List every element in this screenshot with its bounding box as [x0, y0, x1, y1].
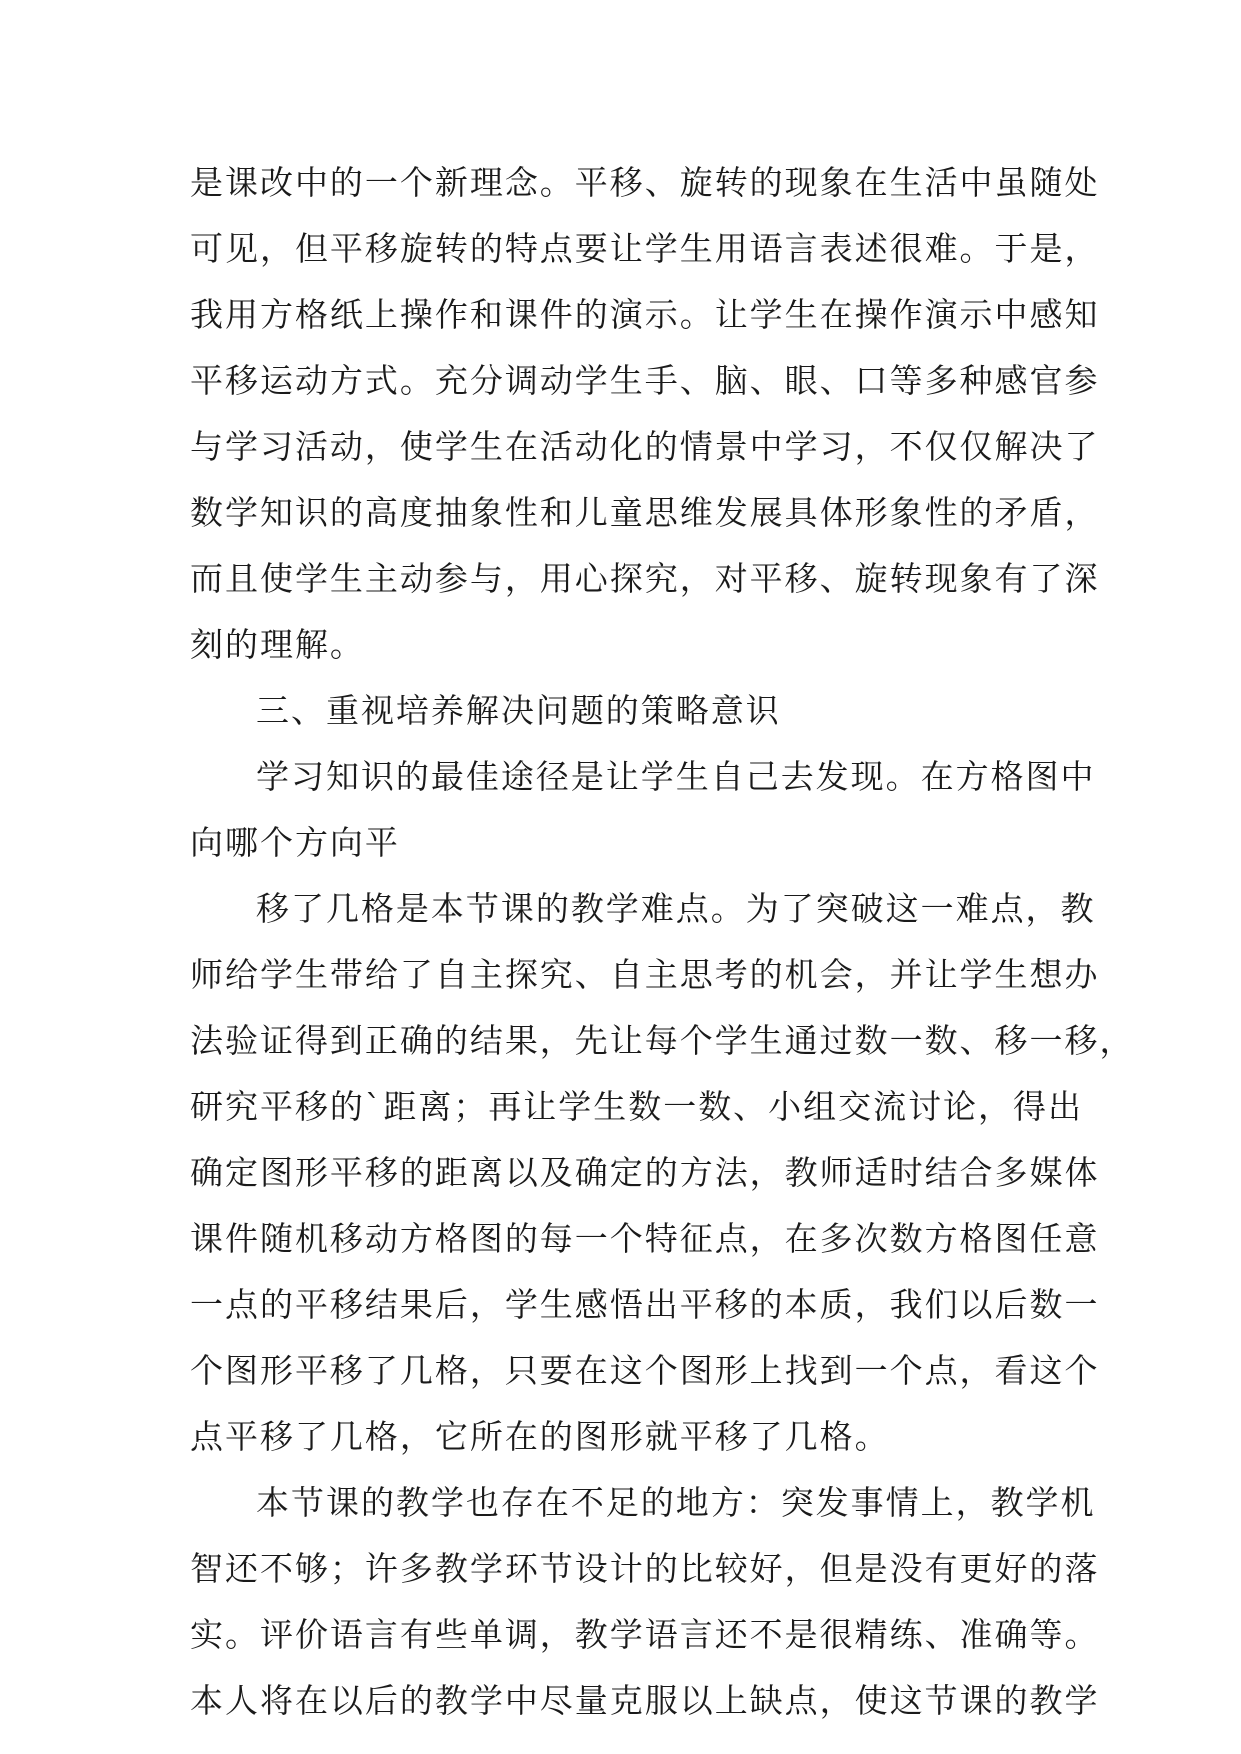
section-heading: 三、重视培养解决问题的策略意识 — [256, 691, 781, 730]
text-line: 我用方格纸上操作和课件的演示。让学生在操作演示中感知 — [190, 295, 1100, 334]
text-line: 与学习活动，使学生在活动化的情景中学习，不仅仅解决了 — [190, 427, 1100, 466]
text-line: 数学知识的高度抽象性和儿童思维发展具体形象性的矛盾， — [190, 493, 1100, 532]
text-line: 是课改中的一个新理念。平移、旋转的现象在生活中虽随处 — [190, 163, 1100, 202]
text-line: 向哪个方向平 — [190, 823, 400, 862]
body-text — [190, 150, 1135, 1734]
text-line: 师给学生带给了自主探究、自主思考的机会，并让学生想办 — [190, 955, 1100, 994]
text-line: 个图形平移了几格，只要在这个图形上找到一个点，看这个 — [190, 1351, 1100, 1390]
text-line: 一点的平移结果后，学生感悟出平移的本质，我们以后数一 — [190, 1285, 1100, 1324]
text-line: 课件随机移动方格图的每一个特征点，在多次数方格图任意 — [190, 1219, 1100, 1258]
text-line: 点平移了几格，它所在的图形就平移了几格。 — [190, 1417, 890, 1456]
text-line: 刻的理解。 — [190, 625, 365, 664]
text-line: 确定图形平移的距离以及确定的方法，教师适时结合多媒体 — [190, 1153, 1100, 1192]
text-line: 法验证得到正确的结果，先让每个学生通过数一数、移一移， — [190, 1021, 1135, 1060]
text-line: 本节课的教学也存在不足的地方：突发事情上，教学机 — [256, 1483, 1096, 1522]
text-line: 本人将在以后的教学中尽量克服以上缺点，使这节课的教学 — [190, 1681, 1100, 1720]
text-line: 平移运动方式。充分调动学生手、脑、眼、口等多种感官参 — [190, 361, 1100, 400]
text-line: 实。评价语言有些单调，教学语言还不是很精练、准确等。 — [190, 1615, 1100, 1654]
text-line: 移了几格是本节课的教学难点。为了突破这一难点，教 — [256, 889, 1096, 928]
text-line: 而且使学生主动参与，用心探究，对平移、旋转现象有了深 — [190, 559, 1100, 598]
text-line: 学习知识的最佳途径是让学生自己去发现。在方格图中 — [256, 757, 1096, 796]
text-line: 可见，但平移旋转的特点要让学生用语言表述很难。于是， — [190, 229, 1100, 268]
text-line: 智还不够；许多教学环节设计的比较好，但是没有更好的落 — [190, 1549, 1100, 1588]
text-line: 研究平移的`距离；再让学生数一数、小组交流讨论，得出 — [190, 1087, 1083, 1126]
